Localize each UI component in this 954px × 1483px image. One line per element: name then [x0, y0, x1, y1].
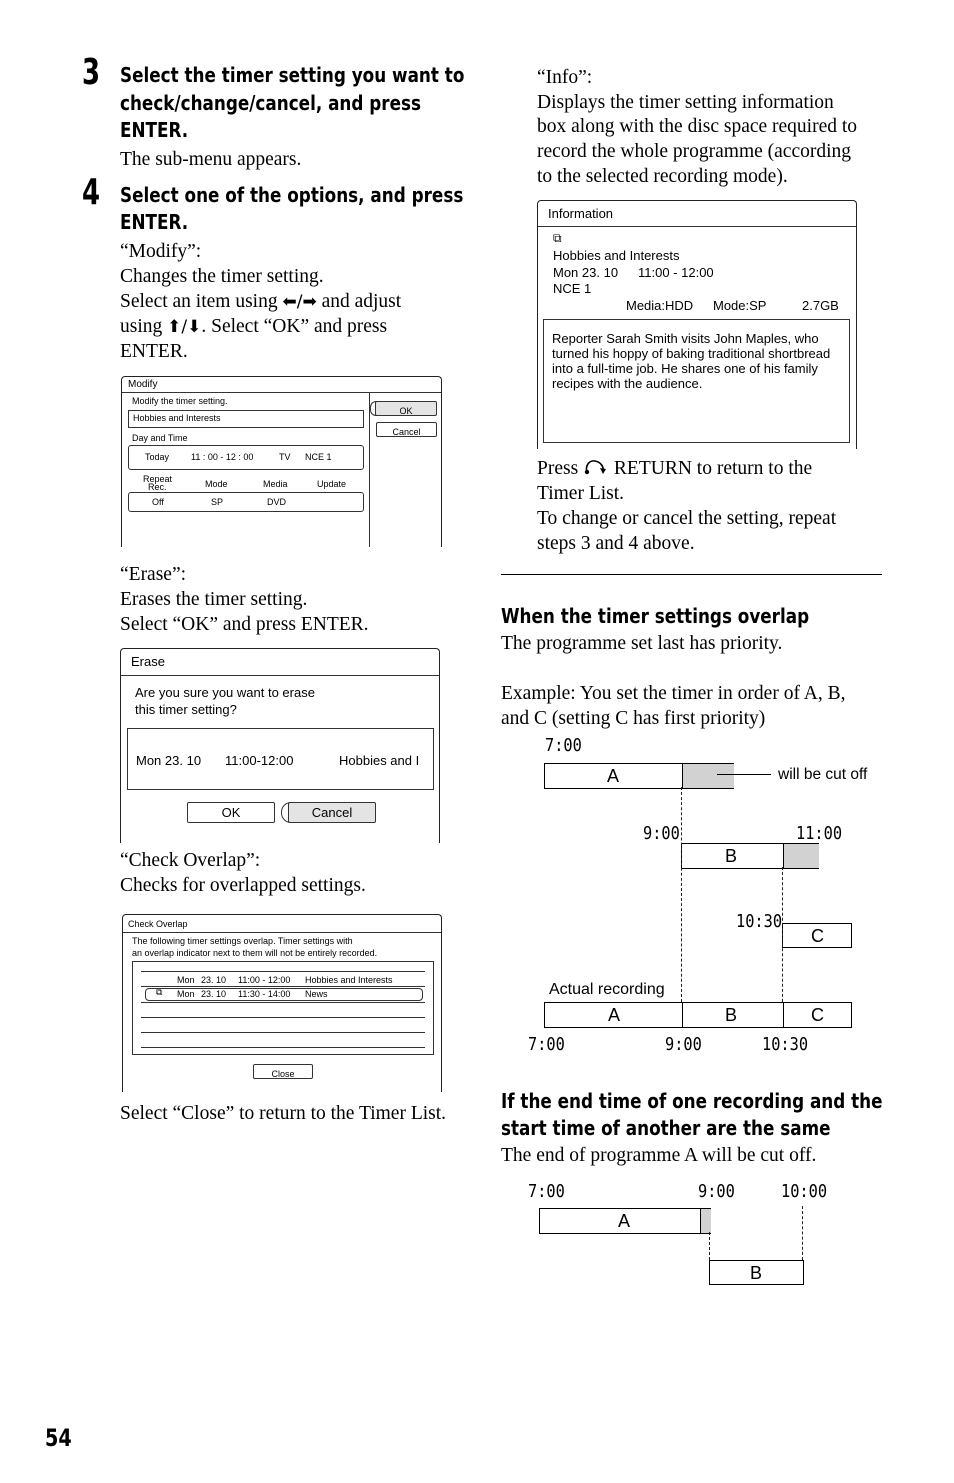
return-note-line-1: [537, 456, 812, 481]
erase-question-line-1: Are you sure you want to erase: [135, 685, 315, 700]
erase-question-line-2: this timer setting?: [135, 702, 237, 717]
up-down-arrows-icon: ⬆/⬇: [167, 317, 202, 337]
actual-divider-2: [783, 1003, 784, 1027]
step-3-heading-line-1: Select the timer setting you want to: [120, 63, 465, 87]
modify-title-divider: [122, 392, 441, 393]
d2-bar-b: [709, 1260, 804, 1285]
d2-guide-line-10: [802, 1206, 803, 1260]
check-overlap-list: [132, 961, 434, 1055]
information-title-divider: [538, 226, 856, 227]
modify-instruction-line-1: [120, 289, 401, 315]
step-3-number: 3: [82, 52, 101, 93]
information-desc-line-1: Reporter Sarah Smith visits John Maples, who: [552, 331, 819, 346]
actual-label-b: B: [725, 1005, 738, 1025]
bar-b-label: B: [725, 846, 738, 866]
actual-bar: [544, 1002, 852, 1028]
modify-col-repeat-1: Repeat: [143, 474, 173, 484]
modify-media-value: DVD: [267, 497, 287, 507]
time-b-start: 9:00: [643, 823, 680, 844]
modify-source-value: TV: [279, 452, 291, 462]
same-time-text: The end of programme A will be cut off.: [501, 1145, 817, 1166]
step-4-heading-line-2: ENTER.: [120, 210, 189, 234]
check-overlap-title: Check Overlap: [128, 919, 188, 929]
information-desc-line-4: recipes with the audience.: [552, 376, 703, 391]
modify-program-value: Hobbies and Interests: [133, 413, 221, 423]
step-3-text: The sub-menu appears.: [120, 149, 302, 170]
bar-a-label: A: [607, 766, 620, 786]
modify-ok-pointer: [370, 401, 379, 416]
bar-a-cut-portion: [682, 764, 734, 788]
check-overlap-title-divider: [123, 932, 441, 933]
left-right-arrows-icon: ⬅/➡: [282, 292, 317, 312]
information-time: 11:00 - 12:00: [638, 265, 714, 280]
info-line-4: record the whole programme (according: [537, 141, 852, 162]
modify-description: Changes the timer setting.: [120, 266, 324, 287]
cut-off-label: will be cut off: [778, 766, 868, 783]
close-label: Close: [271, 1069, 295, 1079]
row-2-program: News: [305, 989, 328, 999]
return-note-line-3: To change or cancel the setting, repeat: [537, 508, 837, 529]
erase-description: Erases the timer setting.: [120, 589, 308, 610]
list-line: [141, 1032, 425, 1033]
bottom-time-2: 9:00: [665, 1034, 702, 1055]
d2-bar-b-label: B: [750, 1263, 763, 1283]
modify-col-update: Update: [317, 479, 347, 489]
erase-item-time: 11:00-12:00: [225, 753, 294, 768]
list-line: [141, 1017, 425, 1018]
overlap-indicator-icon: ⧉: [553, 231, 562, 245]
step-4-heading-line-1: Select one of the options, and press: [120, 183, 464, 207]
overlap-indicator-icon: ⧉: [156, 988, 163, 998]
row-2-selected[interactable]: [145, 988, 423, 1001]
information-size: 2.7GB: [802, 298, 839, 313]
erase-item-box: [127, 728, 434, 790]
overlap-example-line-2: and C (setting C has first priority): [501, 708, 766, 729]
return-text-a: Press: [537, 458, 584, 479]
same-time-heading-line-2: start time of another are the same: [501, 1116, 831, 1140]
information-program: Hobbies and Interests: [553, 248, 680, 263]
information-channel: NCE 1: [553, 281, 592, 296]
page-number: 54: [45, 1424, 72, 1452]
modify-col-repeat-2: Rec.: [148, 482, 167, 492]
bar-c: [782, 923, 852, 948]
info-line-3: box along with the disc space required to: [537, 116, 858, 137]
information-mode: Mode:SP: [713, 298, 767, 313]
modify-screen: [121, 376, 442, 547]
bar-a: [544, 763, 734, 789]
bar-b-cut-portion: [783, 844, 819, 868]
section-divider: [501, 574, 882, 575]
information-desc-line-2: turned his hoppy of baking traditional shortbread: [552, 346, 831, 361]
information-desc-line-3: into a full-time job. He shares one of his family: [552, 361, 818, 376]
list-line: [141, 971, 425, 972]
erase-cancel-label: Cancel: [311, 805, 353, 820]
erase-screen: [120, 648, 440, 843]
bottom-time-1: 7:00: [528, 1034, 565, 1055]
modify-text-d: . Select “OK” and press: [201, 316, 388, 337]
overlap-section-text: The programme set last has priority.: [501, 633, 783, 654]
d2-bar-a-label: A: [618, 1211, 631, 1231]
erase-ok-label: OK: [221, 805, 241, 820]
modify-text-a: Select an item using: [120, 291, 283, 312]
return-text-b: RETURN to return to the: [609, 458, 813, 479]
info-line-2: Displays the timer setting information: [537, 92, 834, 113]
overlap-example-line-1: Example: You set the timer in order of A, B,: [501, 683, 846, 704]
modify-mode-value: SP: [211, 497, 224, 507]
check-overlap-screen: [122, 914, 442, 1092]
modify-instruction-line-2: [120, 314, 387, 340]
actual-label-a: A: [608, 1005, 621, 1025]
d2-time-3: 10:00: [781, 1181, 828, 1202]
close-note: Select “Close” to return to the Timer List.: [120, 1103, 447, 1124]
modify-cancel-label: Cancel: [392, 427, 421, 437]
d2-time-1: 7:00: [528, 1181, 565, 1202]
erase-instruction: Select “OK” and press ENTER.: [120, 614, 369, 635]
modify-text-c: using: [120, 316, 168, 337]
check-overlap-close-button[interactable]: [253, 1064, 313, 1079]
modify-text-b: and adjust: [316, 291, 402, 312]
information-media: Media:HDD: [626, 298, 694, 313]
row-1-time: 11:00 - 12:00: [238, 975, 291, 985]
return-note-line-2: Timer List.: [537, 483, 625, 504]
modify-col-mode: Mode: [205, 479, 228, 489]
row-2-date: 23. 10: [201, 989, 227, 999]
info-label: “Info”:: [537, 67, 593, 88]
same-time-heading-line-1: If the end time of one recording and the: [501, 1089, 883, 1113]
modify-day-time-field[interactable]: [128, 445, 364, 470]
time-c-start: 10:30: [736, 911, 783, 932]
return-note-line-4: steps 3 and 4 above.: [537, 533, 695, 554]
time-a-start: 7:00: [545, 735, 582, 756]
step-3-heading-line-2: check/change/cancel, and press: [120, 91, 422, 115]
d2-bar-a: [539, 1208, 711, 1234]
row-1-program: Hobbies and Interests: [305, 975, 393, 985]
modify-day-time-label: Day and Time: [132, 433, 188, 443]
check-overlap-description: Checks for overlapped settings.: [120, 875, 366, 896]
step-4-number: 4: [82, 172, 101, 213]
actual-divider-1: [682, 1003, 683, 1027]
cut-off-leader: [717, 774, 771, 775]
information-title: Information: [548, 206, 614, 221]
erase-label: “Erase”:: [120, 564, 187, 585]
check-overlap-desc-2: an overlap indicator next to them will not be entirely recorded.: [132, 948, 378, 958]
modify-repeat-value: Off: [152, 497, 164, 507]
info-line-5: to the selected recording mode).: [537, 166, 788, 187]
bar-b: [681, 843, 819, 869]
modify-label: “Modify”:: [120, 241, 202, 262]
erase-item-program: Hobbies and I: [339, 753, 420, 768]
row-2-time: 11:30 - 14:00: [238, 989, 291, 999]
modify-screen-title: Modify: [128, 379, 158, 390]
erase-ok-button[interactable]: [187, 802, 275, 823]
time-b-end: 11:00: [796, 823, 843, 844]
check-overlap-label: “Check Overlap”:: [120, 850, 261, 871]
guide-line-1030: [782, 867, 783, 1002]
row-2-day: Mon: [177, 989, 195, 999]
modify-options-field[interactable]: [128, 492, 364, 512]
modify-col-media: Media: [263, 479, 288, 489]
bottom-time-3: 10:30: [762, 1034, 809, 1055]
information-screen: [537, 200, 857, 449]
return-icon: [583, 458, 609, 476]
erase-screen-title: Erase: [131, 654, 165, 669]
d2-time-2: 9:00: [698, 1181, 735, 1202]
modify-ok-button[interactable]: [375, 401, 437, 416]
list-line: [141, 1002, 425, 1003]
information-description-box: [543, 319, 850, 443]
erase-cancel-button[interactable]: [288, 802, 376, 823]
information-date: Mon 23. 10: [553, 265, 619, 280]
actual-label-c: C: [811, 1005, 824, 1025]
modify-day-value: Today: [145, 452, 170, 462]
erase-cancel-pointer: [281, 802, 292, 823]
modify-instruction-text: Modify the timer setting.: [132, 396, 228, 406]
d2-bar-a-cut-portion: [700, 1209, 711, 1233]
modify-time-value: 11 : 00 - 12 : 00: [191, 452, 254, 462]
row-1-date: 23. 10: [201, 975, 227, 985]
modify-channel-value: NCE 1: [305, 452, 332, 462]
actual-recording-label: Actual recording: [549, 981, 665, 998]
row-1-day: Mon: [177, 975, 195, 985]
modify-instruction-line-3: ENTER.: [120, 341, 188, 362]
erase-item-date: Mon 23. 10: [136, 753, 202, 768]
modify-ok-label: OK: [399, 406, 413, 416]
guide-line-9: [681, 787, 682, 1002]
check-overlap-desc-1: The following timer settings overlap. Timer settings with: [132, 936, 353, 946]
step-3-heading-line-3: ENTER.: [120, 118, 189, 142]
list-line: [141, 986, 425, 987]
overlap-section-heading: When the timer settings overlap: [501, 604, 810, 628]
modify-cancel-button[interactable]: [376, 422, 437, 437]
d2-guide-line-9: [709, 1232, 710, 1260]
modify-program-field[interactable]: [128, 410, 364, 428]
list-line: [141, 1047, 425, 1048]
bar-c-label: C: [811, 926, 824, 946]
modify-side-divider: [369, 392, 370, 547]
erase-title-divider: [121, 675, 439, 676]
